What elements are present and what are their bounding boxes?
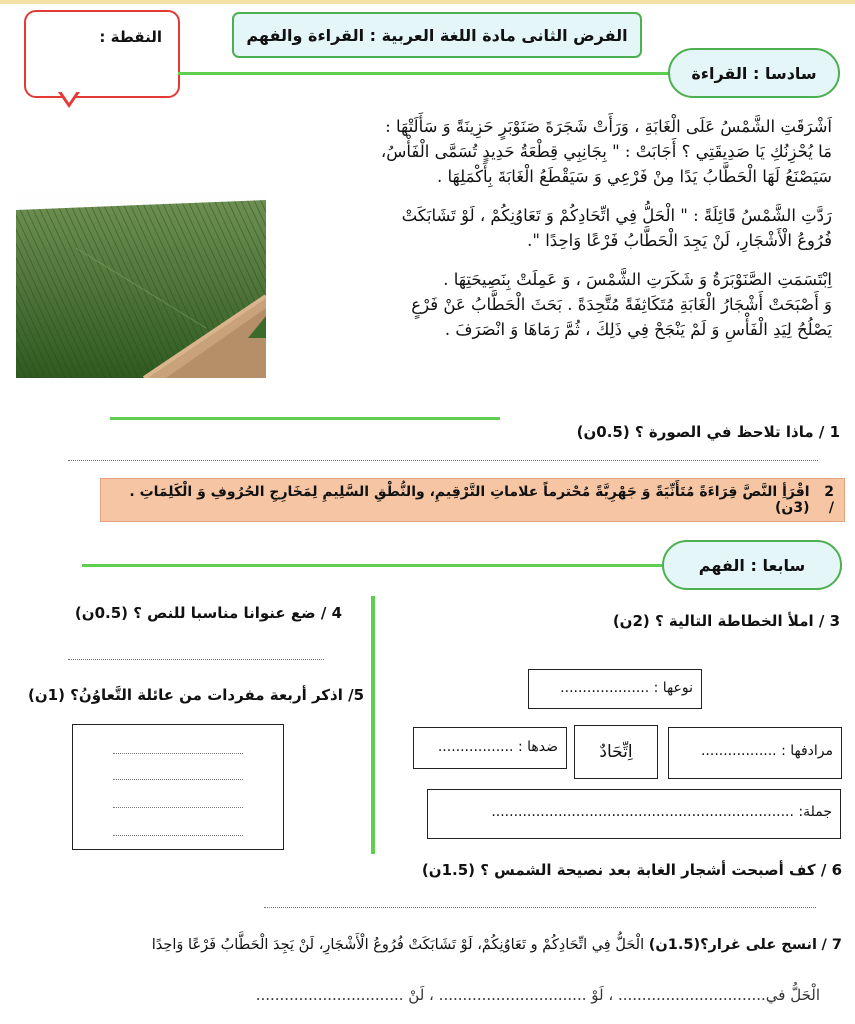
score-bubble-tail-inner <box>61 91 77 103</box>
passage-line: يَصْلُحُ لِيَدِ الْفَأْسِ وَ لَمْ يَنْجَحْ فِي ذَلِكَ ، ثُمَّ رَمَاهَا وَ انْصَرَفَ . <box>444 320 832 339</box>
synonym-label: مرادفها : ................. <box>700 743 833 759</box>
passage-line: سَيَصْنَعُ لَهَا الْحَطَّابُ يَدًا مِنْ فَرْعِي وَ سَيَقْطَعُ الْغَابَةَ بِأَكْمَلِهَا . <box>437 167 832 186</box>
question-3-text: املأ الخطاطة التالية ؟ (2ن) <box>612 612 814 630</box>
question-6-text: كف أصبحت أشجار الغابة بعد نصيحة الشمس ؟ (1.5ن) <box>421 861 816 879</box>
type-label: نوعها : .................... <box>560 680 693 696</box>
forest-photo <box>16 188 266 378</box>
passage-underline <box>110 417 500 420</box>
type-box[interactable] <box>528 669 702 709</box>
answer-line-q4[interactable] <box>68 659 324 660</box>
section7-title-pill <box>662 540 842 590</box>
question-3 <box>400 612 840 630</box>
question-6-number: 6 / <box>820 861 842 879</box>
vocab-line[interactable] <box>113 753 243 754</box>
question-7 <box>10 937 842 953</box>
passage-line: رَدَّتِ الشَّمْسُ قَائِلَةً : " الْحَلُّ فِي اتِّحَادِكُمْ وَ تَعَاوُنِكُمْ ، لَوْ تَشَابَكَتْ <box>401 206 832 225</box>
section6-line <box>178 72 678 75</box>
question-4-text: ضع عنوانا مناسبا للنص ؟ (0.5ن) <box>74 604 316 622</box>
question-4-number: 4 / <box>320 604 342 622</box>
fill-part-3[interactable]: ، لَنْ ............................... <box>255 986 434 1004</box>
vocab-answer-box[interactable] <box>72 724 284 850</box>
score-label: النقطة : <box>99 28 162 46</box>
exam-title: الفرض الثانى مادة اللغة العربية : القراءة والفهم <box>246 25 628 45</box>
question-1-number: 1 / <box>818 423 840 441</box>
answer-line-q1[interactable] <box>68 460 818 461</box>
vocab-line[interactable] <box>113 807 243 808</box>
vocab-line[interactable] <box>113 779 243 780</box>
question-5-text: اذكر أربعة مفردات من عائلة التَّعاوُنُ؟ (1ن) <box>28 686 343 704</box>
question-7-number: 7 / <box>821 937 842 953</box>
passage-line: مَا يُحْزِنُكِ يَا صَدِيقَتِي ؟ أَجَابَتْ : " بِجَانِبِي قِطْعَةُ حَدِيدٍ تُسَمَّى الْفَأْسُ، <box>380 142 832 161</box>
question-7-model: الْحَلُّ فِي اتِّحَادِكُمْ و تَعَاوُنِكُمْ، لَوْ تَشَابَكَتْ فُرُوعُ الْأَشْجَارِ، لَنْ يَجِدَ الْحَطَّابُ فَرْعًا وَاحِدًا <box>151 937 645 953</box>
exam-title-box <box>232 12 642 58</box>
passage-line: فُرُوعُ الْأَشْجَارِ، لَنْ يَجِدَ الْحَطَّابُ فَرْعًا وَاحِدًا ". <box>527 231 832 250</box>
question-1 <box>430 423 840 441</box>
fill-part-1[interactable]: الْحَلُّ في............................... <box>617 986 820 1004</box>
passage-line: اَشْرَقَتِ الشَّمْسُ عَلَى الْغَابَةِ ، وَرَأَتْ شَجَرَةَ صَنَوْبَرٍ حَزِينَةً وَ سَأَلَتْهَا : <box>385 117 832 136</box>
center-word: اِتِّحَادٌ <box>599 742 633 762</box>
reading-passage <box>300 114 832 342</box>
question-2-text: اقْرَأِ النَّصَّ قِرَاءَةً مُتَأَنِّيَةً وَ جَهْرِيَّةً مُحْترماً علاماتِ التَّرْقِيمِ، والنُّطْقِ السَّلِيمِ لِمَخَارِجِ الحُرُوفِ وَ الْكَلِمَاتِ .(3ن) <box>129 484 810 516</box>
sentence-label: جملة: .................................................................... <box>491 804 832 820</box>
question-2-box <box>100 478 845 522</box>
score-bubble <box>24 10 180 98</box>
answer-line-q6[interactable] <box>264 907 816 908</box>
fill-part-2[interactable]: ، لَوْ ............................... <box>438 986 614 1004</box>
synonym-box[interactable] <box>668 727 842 779</box>
question-1-text: ماذا تلاحظ في الصورة ؟ (0.5ن) <box>576 423 814 441</box>
question-4 <box>20 604 342 622</box>
question-7-fill[interactable] <box>60 986 820 1004</box>
column-divider <box>371 596 375 854</box>
antonym-label: ضدها : ................. <box>437 739 558 755</box>
question-6 <box>380 861 842 879</box>
question-3-number: 3 / <box>818 612 840 630</box>
passage-line: وَ أَصْبَحَتْ أَشْجَارُ الْغَابَةِ مُتَكَاثِفَةً مُتَّحِدَةً . بَحَثَ الْحَطَّابُ عَنْ فَرْعٍ <box>411 295 832 314</box>
sentence-box[interactable] <box>427 789 841 839</box>
section6-title-pill <box>668 48 840 98</box>
passage-line: اِبْتَسَمَتِ الصَّنَوْبَرَةُ وَ شَكَرَتِ الشَّمْسَ ، وَ عَمِلَتْ بِنَصِيحَتِهَا . <box>443 270 832 289</box>
antonym-box[interactable] <box>413 727 567 769</box>
center-word-box <box>574 725 658 779</box>
top-decor-strip <box>0 0 855 4</box>
section6-title: سادسا : القراءة <box>691 63 817 83</box>
vocab-line[interactable] <box>113 835 243 836</box>
question-7-text: انسج على غرار؟(1.5ن) <box>648 937 817 953</box>
question-5-number: 5/ <box>348 686 364 704</box>
section7-title: سابعا : الفهم <box>698 555 806 575</box>
section7-line <box>82 564 672 567</box>
question-2-number: 2 / <box>824 484 834 516</box>
question-5 <box>6 686 364 704</box>
